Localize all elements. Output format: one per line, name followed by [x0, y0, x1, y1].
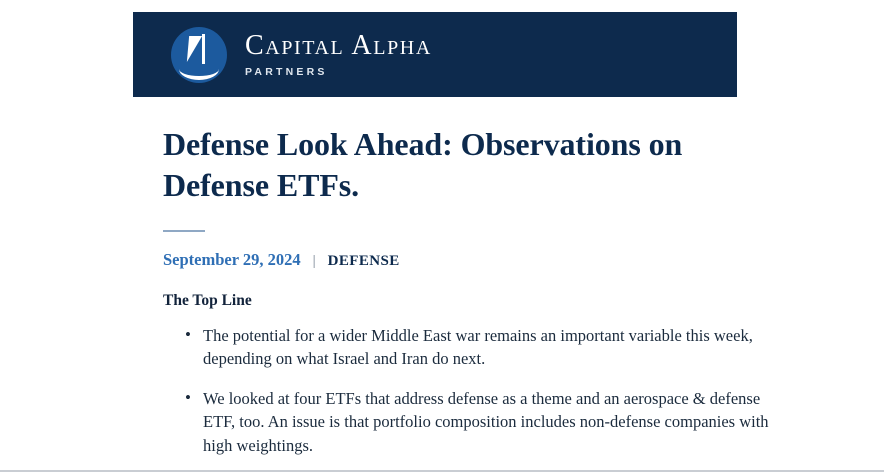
article-meta [163, 250, 743, 270]
section-heading: The Top Line [163, 291, 252, 309]
hull-shape [179, 63, 219, 80]
title-divider [163, 230, 205, 232]
article-body [163, 124, 769, 473]
page-title: Defense Look Ahead: Observations on Defense ETFs. [163, 126, 683, 203]
sail-shape [187, 36, 202, 62]
logo-subtitle: PARTNERS [245, 65, 328, 78]
sailboat-icon [171, 27, 227, 83]
meta-separator: | [312, 252, 316, 269]
brand-header [133, 12, 737, 97]
logo-title: Capital Alpha [245, 29, 432, 61]
list-item: • We looked at four ETFs that address defense as a theme and an aerospace & defense ETF, too. An issue is that portfolio composition includes non-defense companies with high weightings. [163, 387, 773, 457]
logo [171, 27, 432, 83]
logo-text [245, 29, 432, 78]
list-item: • The potential for a wider Middle East war remains an important variable this week, depending on what Israel and Iran do next. [163, 324, 773, 371]
publish-date: September 29, 2024 [163, 249, 301, 269]
bullet-list [163, 324, 769, 457]
category-label: DEFENSE [327, 252, 400, 269]
mast-shape [202, 34, 205, 64]
